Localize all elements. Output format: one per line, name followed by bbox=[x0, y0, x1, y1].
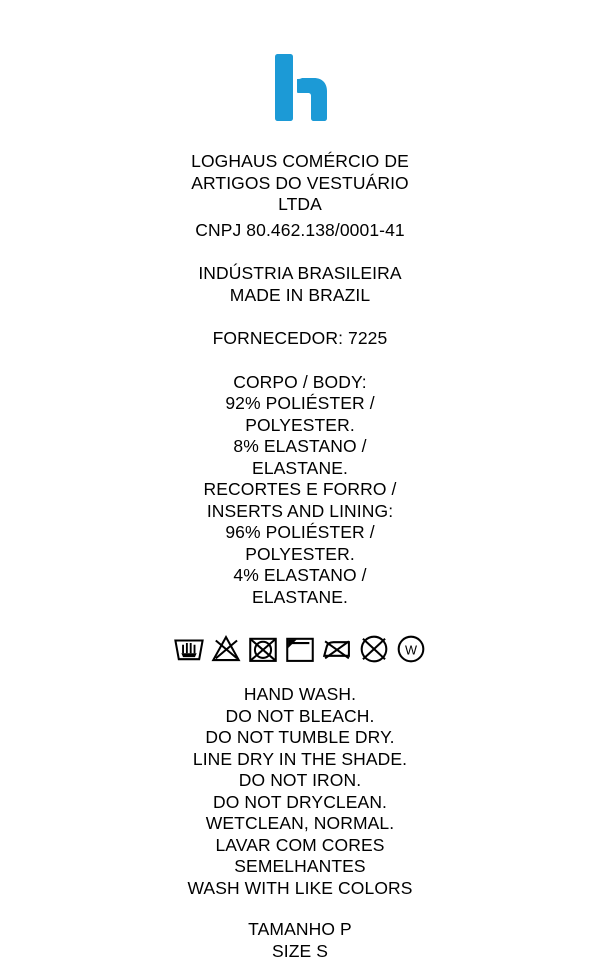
origin-info bbox=[40, 263, 560, 306]
origin-line: INDÚSTRIA BRASILEIRA bbox=[40, 263, 560, 285]
composition-line: CORPO / BODY: bbox=[40, 372, 560, 394]
care-instruction-line: DO NOT DRYCLEAN. bbox=[40, 792, 560, 814]
composition-line: INSERTS AND LINING: bbox=[40, 501, 560, 523]
do-not-tumble-dry-symbol bbox=[246, 632, 280, 666]
wetclean-normal-symbol bbox=[394, 632, 428, 666]
origin-line: MADE IN BRAZIL bbox=[40, 285, 560, 307]
size-line: TAMANHO P bbox=[40, 919, 560, 941]
care-instruction-line: DO NOT TUMBLE DRY. bbox=[40, 727, 560, 749]
composition-line: ELASTANE. bbox=[40, 587, 560, 609]
composition-line: ELASTANE. bbox=[40, 458, 560, 480]
loghaus-logo-icon bbox=[270, 52, 330, 124]
do-not-dryclean-symbol bbox=[357, 632, 391, 666]
company-name bbox=[40, 151, 560, 216]
company-name-line: LTDA bbox=[40, 194, 560, 216]
fabric-composition bbox=[40, 372, 560, 609]
line-dry-in-shade-symbol bbox=[283, 632, 317, 666]
care-instruction-line: LAVAR COM CORES bbox=[40, 835, 560, 857]
composition-line: RECORTES E FORRO / bbox=[40, 479, 560, 501]
care-instruction-line: DO NOT IRON. bbox=[40, 770, 560, 792]
composition-line: POLYESTER. bbox=[40, 415, 560, 437]
do-not-bleach-symbol bbox=[209, 632, 243, 666]
brand-logo bbox=[270, 52, 330, 129]
size-line: SIZE S bbox=[40, 941, 560, 962]
care-instruction-line: HAND WASH. bbox=[40, 684, 560, 706]
supplier-line: FORNECEDOR: 7225 bbox=[40, 328, 560, 350]
composition-line: POLYESTER. bbox=[40, 544, 560, 566]
company-cnpj bbox=[40, 220, 560, 242]
supplier-code bbox=[40, 328, 560, 350]
composition-line: 96% POLIÉSTER / bbox=[40, 522, 560, 544]
cnpj-line: CNPJ 80.462.138/0001-41 bbox=[40, 220, 560, 242]
hand-wash-symbol bbox=[172, 632, 206, 666]
company-name-line: LOGHAUS COMÉRCIO DE bbox=[40, 151, 560, 173]
care-instruction-line: SEMELHANTES bbox=[40, 856, 560, 878]
care-instruction-line: WETCLEAN, NORMAL. bbox=[40, 813, 560, 835]
care-instruction-line: WASH WITH LIKE COLORS bbox=[40, 878, 560, 900]
size-info bbox=[40, 919, 560, 962]
care-instruction-line: LINE DRY IN THE SHADE. bbox=[40, 749, 560, 771]
do-not-iron-symbol bbox=[320, 632, 354, 666]
svg-text:W: W bbox=[405, 643, 417, 658]
care-instructions bbox=[40, 684, 560, 899]
composition-line: 92% POLIÉSTER / bbox=[40, 393, 560, 415]
care-instruction-line: DO NOT BLEACH. bbox=[40, 706, 560, 728]
care-symbols-row bbox=[172, 632, 428, 666]
composition-line: 8% ELASTANO / bbox=[40, 436, 560, 458]
company-name-line: ARTIGOS DO VESTUÁRIO bbox=[40, 173, 560, 195]
composition-line: 4% ELASTANO / bbox=[40, 565, 560, 587]
